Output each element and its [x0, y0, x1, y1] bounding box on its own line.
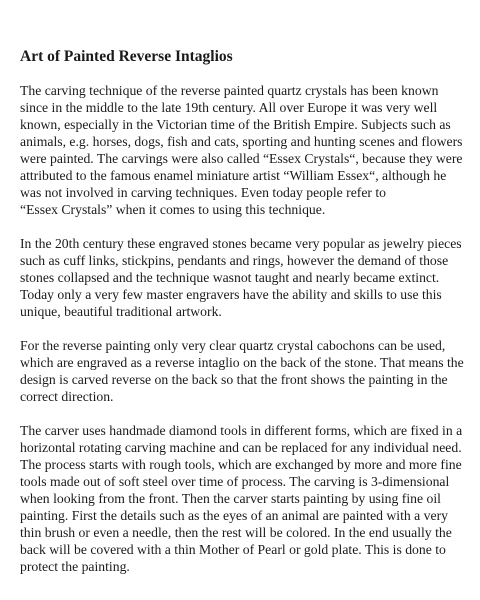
text-line: unique, beautiful traditional artwork.	[20, 304, 222, 319]
document-page	[20, 48, 472, 592]
text-line: stones collapsed and the technique wasnot taught and nearly became extinct.	[20, 270, 440, 285]
text-line: design is carved reverse on the back so that the front shows the painting in the	[20, 372, 448, 387]
text-line: were painted. The carvings were also called “Essex Crystals“, because they were	[20, 151, 463, 166]
text-line: The carver uses handmade diamond tools in different forms, which are fixed in a	[20, 423, 463, 438]
text-line: The carving technique of the reverse painted quartz crystals has been known	[20, 83, 439, 98]
text-line: attributed to the famous enamel miniature artist “William Essex“, although he	[20, 168, 447, 183]
text-line: horizontal rotating carving machine and can be replaced for any individual need.	[20, 440, 462, 455]
text-line: which are engraved as a reverse intaglio on the back of the stone. That means the	[20, 355, 464, 370]
text-line: animals, e.g. horses, dogs, fish and cats, sporting and hunting scenes and flowers	[20, 134, 463, 149]
text-line: For the reverse painting only very clear quartz crystal cabochons can be used,	[20, 338, 446, 353]
text-line: The process starts with rough tools, which are exchanged by more and more fine	[20, 457, 462, 472]
text-line: “Essex Crystals” when it comes to using this technique.	[20, 202, 326, 217]
document-title: Art of Painted Reverse Intaglios	[20, 48, 233, 65]
text-line: painting. First the details such as the eyes of an animal are painted with a very	[20, 508, 448, 523]
paragraph-history	[20, 82, 472, 218]
text-line: tools made out of soft steel over time of process. The carving is 3-dimensional	[20, 474, 450, 489]
text-line: when looking from the front. Then the carver starts painting by using fine oil	[20, 491, 441, 506]
text-line: known, especially in the Victorian time of the British Empire. Subjects such as	[20, 117, 451, 132]
text-line: since in the middle to the late 19th century. All over Europe it was very well	[20, 100, 438, 115]
text-line: In the 20th century these engraved stones became very popular as jewelry pieces	[20, 236, 462, 251]
paragraph-20th-century	[20, 235, 472, 320]
paragraph-reverse-painting	[20, 337, 472, 405]
text-line: thin brush or even a needle, then the rest will be colored. In the end usually the	[20, 525, 452, 540]
text-line: Today only a very few master engravers have the ability and skills to use this	[20, 287, 442, 302]
text-line: back will be covered with a thin Mother of Pearl or gold plate. This is done to	[20, 542, 446, 557]
text-line: such as cuff links, stickpins, pendants and rings, however the demand of those	[20, 253, 449, 268]
paragraph-carving-process	[20, 422, 472, 575]
text-line: correct direction.	[20, 389, 114, 404]
text-line: protect the painting.	[20, 559, 130, 574]
text-line: was not involved in carving techniques. Even today people refer to	[20, 185, 387, 200]
